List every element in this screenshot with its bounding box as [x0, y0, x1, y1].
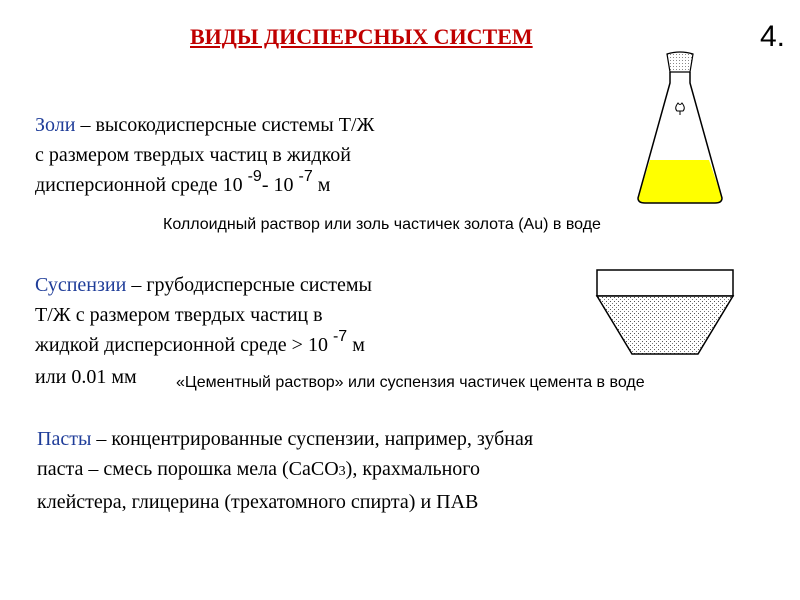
- pastes-line-2: [37, 454, 533, 487]
- pastes-paragraph: [37, 424, 533, 517]
- sols-line-3-c: м: [312, 174, 331, 196]
- pastes-line-2-b: ), крахмального: [345, 458, 481, 480]
- suspensions-line-4: или 0.01 мм: [35, 366, 137, 388]
- suspensions-term: Суспензии: [35, 274, 127, 296]
- beaker-top: [597, 270, 733, 296]
- suspensions-line-2: Т/Ж с размером твердых частиц в: [35, 304, 323, 326]
- sols-line-1: [35, 110, 374, 140]
- sols-line-3: [35, 170, 374, 202]
- flask-stopper: [667, 52, 693, 72]
- suspensions-line-3-a: жидкой дисперсионной среде > 10: [35, 334, 333, 356]
- pastes-line-3: клейстера, глицерина (трехатомного спирта) и ПАВ: [37, 491, 479, 513]
- sols-line-3-b: - 10: [261, 174, 299, 196]
- suspensions-line-1: [35, 270, 372, 300]
- sols-term: Золи: [35, 114, 76, 136]
- gold-sol-flask-illustration: [625, 48, 735, 208]
- sols-caption: Коллоидный раствор или золь частичек золота (Au) в воде: [163, 216, 601, 233]
- slide-number: 4.: [760, 20, 786, 53]
- pastes-line-1-text: – концентрированные суспензии, например, зубная: [91, 428, 534, 450]
- cement-suspension-beaker-illustration: [590, 265, 740, 360]
- flask-mark-icon: [676, 103, 685, 115]
- pastes-line-2-a: паста – смесь порошка мела (CaCO: [37, 458, 339, 480]
- pastes-line-1: [37, 424, 533, 454]
- pastes-subscript: 3: [338, 464, 346, 479]
- gold-liquid: [638, 160, 722, 203]
- sols-line-2: с размером твердых частиц в жидкой: [35, 144, 351, 166]
- suspensions-line-3-b: м: [347, 334, 365, 356]
- cement-suspension: [597, 296, 733, 354]
- sols-line-1-text: – высокодисперсные системы Т/Ж: [75, 114, 375, 136]
- sols-line-3-a: дисперсионной среде 10: [35, 174, 248, 196]
- sols-paragraph: [35, 110, 374, 202]
- page-title: ВИДЫ ДИСПЕРСНЫХ СИСТЕМ: [190, 24, 533, 49]
- suspensions-line-3: [35, 330, 372, 362]
- suspensions-exponent: -7: [332, 328, 348, 345]
- sols-exponent-2: -7: [298, 168, 313, 185]
- pastes-term: Пасты: [37, 428, 92, 450]
- suspensions-line-1-text: – грубодисперсные системы: [126, 274, 372, 296]
- suspensions-caption: «Цементный раствор» или суспензия частичек цемента в воде: [176, 374, 645, 391]
- sols-exponent-1: -9: [247, 168, 262, 185]
